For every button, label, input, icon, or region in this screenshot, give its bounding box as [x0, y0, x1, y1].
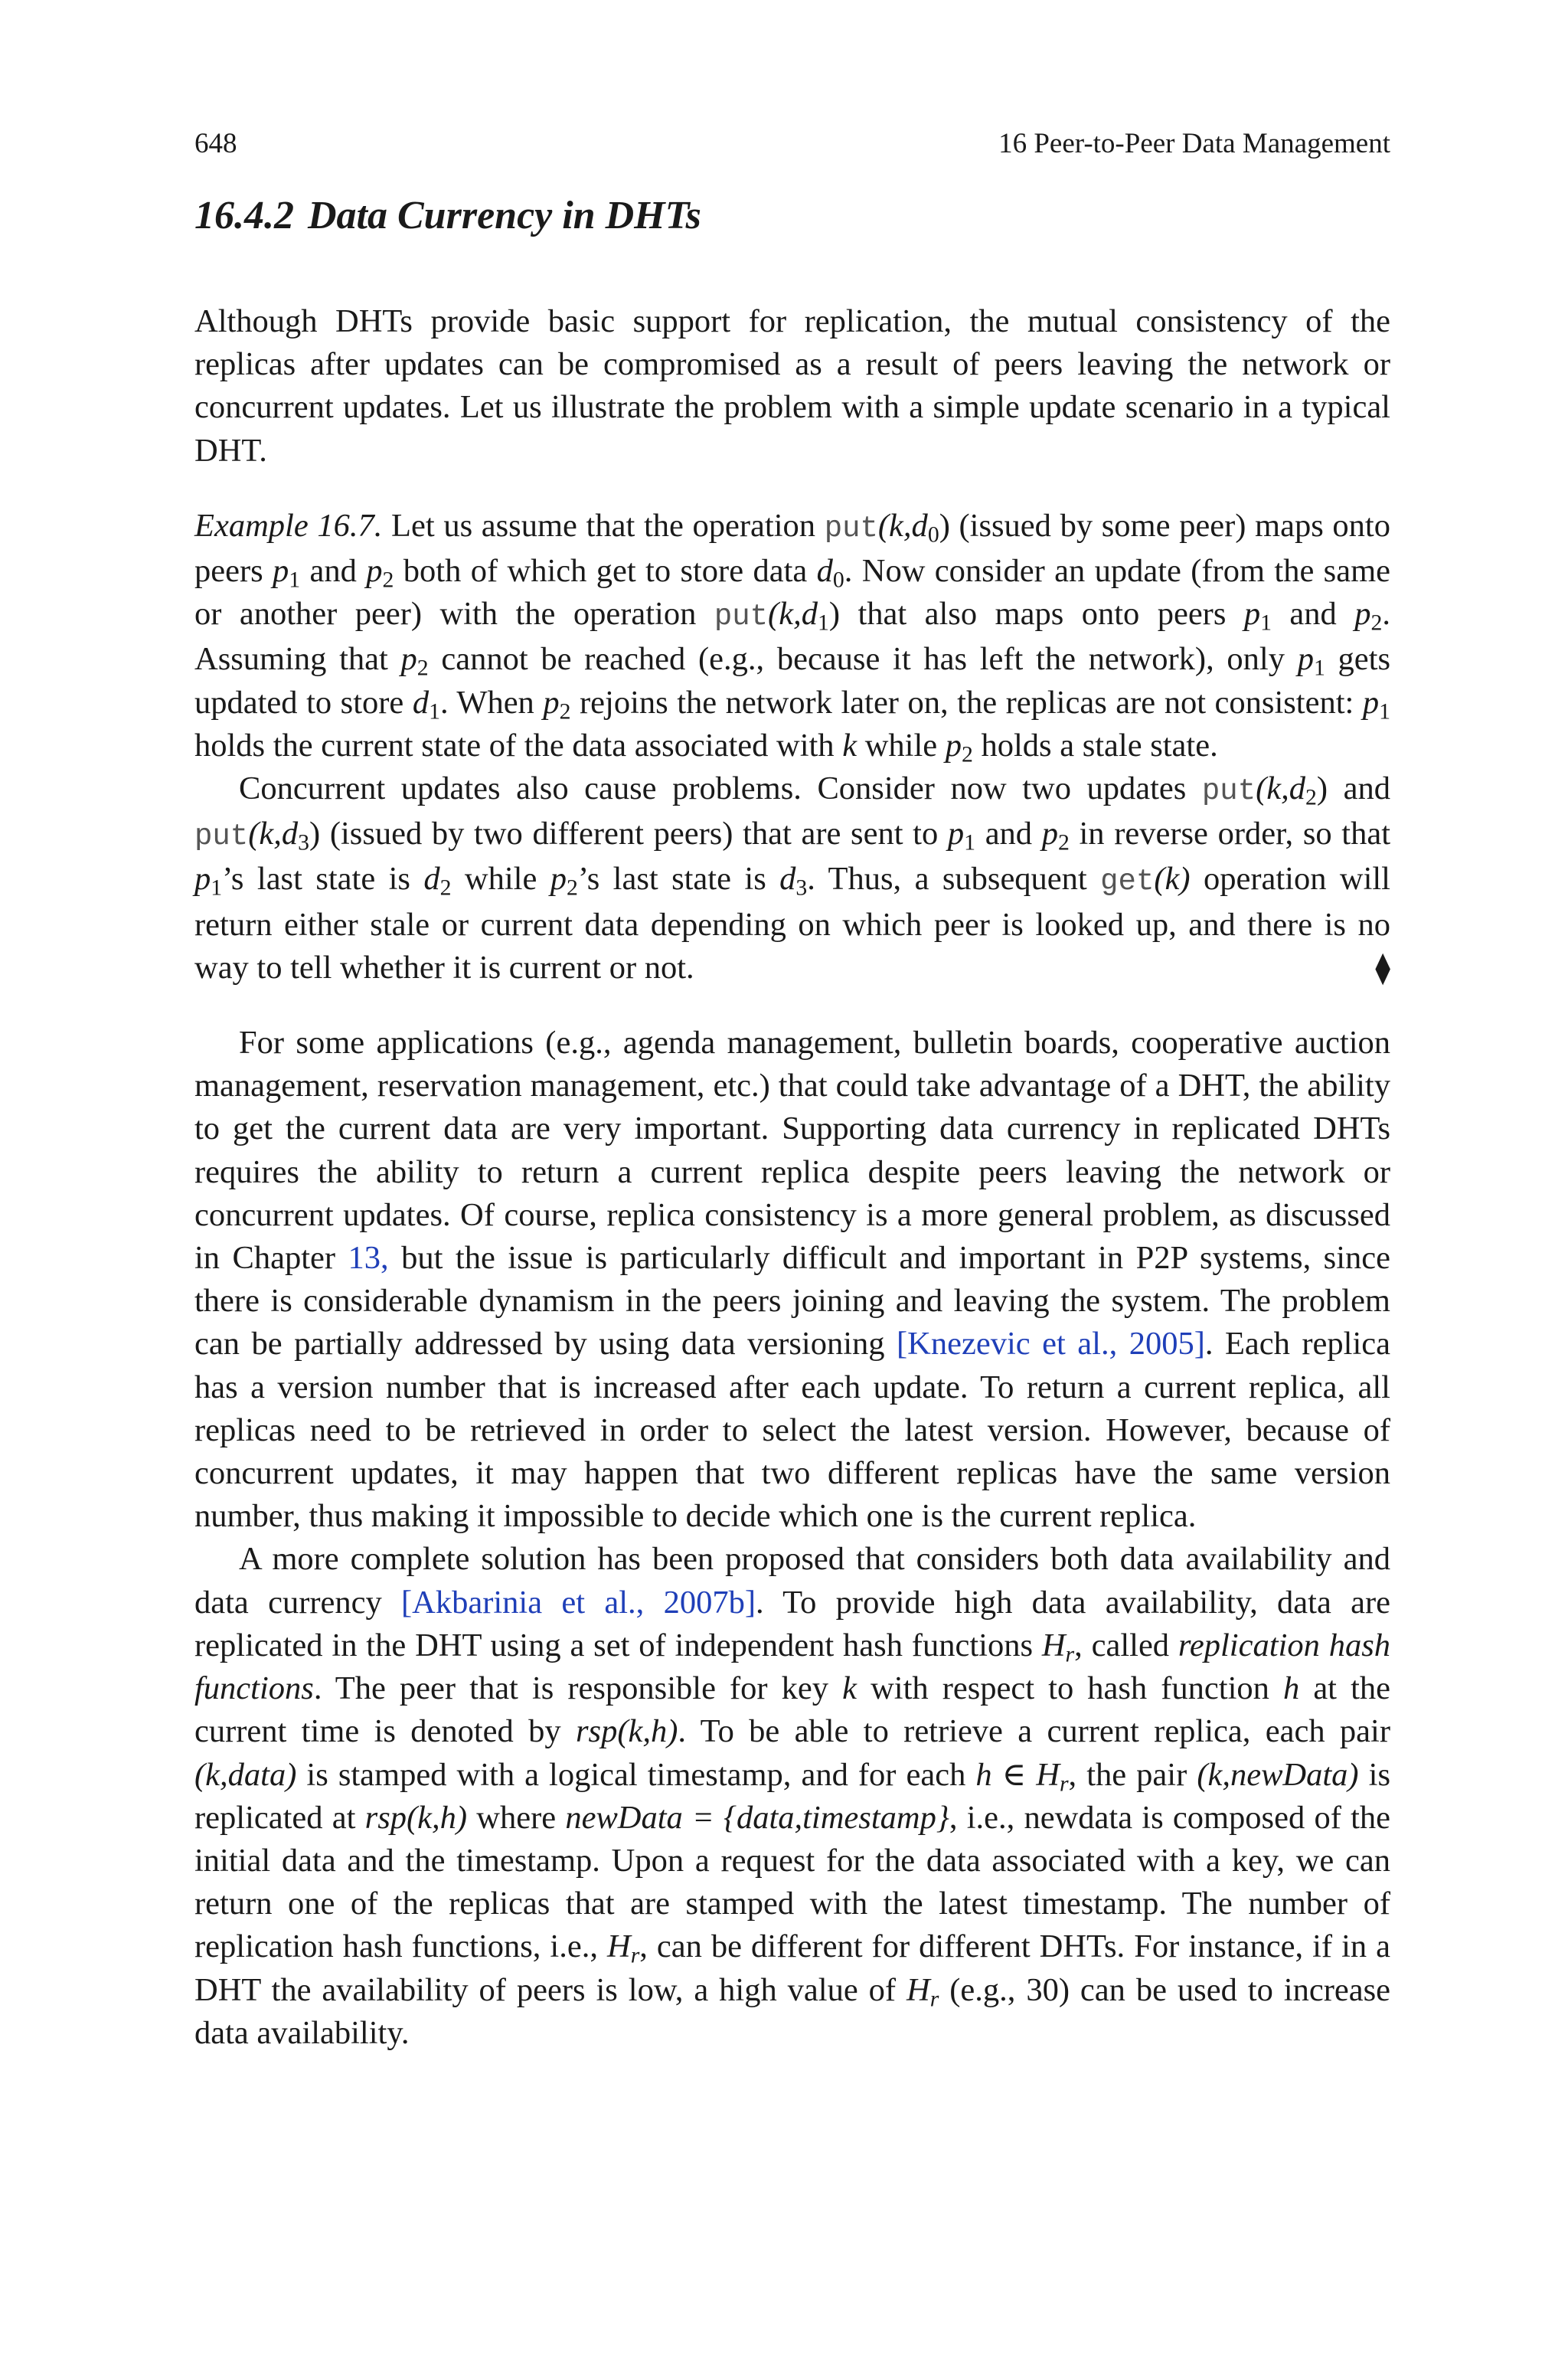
example-label: Example 16.7. — [194, 507, 383, 544]
chapter-13-link[interactable]: 13, — [348, 1240, 389, 1277]
section-heading — [194, 193, 701, 239]
end-of-example-icon: ⧫ — [1375, 950, 1390, 985]
example-paragraph-2: Concurrent updates also cause problems. Consider now two updates $put(k,d_2)$ and $put(k,d_3)$ (issued by two different peers) that are sent to $p_1$ and $p_2$ in reverse order, so that $p_1’s$ last state is $d_2$ while $p_2’s$ last state is $d_3$. Thus, a subsequent get(k) operation will return either stale or current data depending on which peer is looked up, and there is no way to tell whether it is current or not. ⧫ — [194, 767, 1390, 989]
example-paragraph-1: Example 16.7. Let us assume that the operation $put(k,d_0)$ (issued by some peer) maps onto peers $p_1$ and $p_2$ both of which get to store data $d_0$. Now consider an update (from the same or another peer) with the operation $put(k,d_1)$ that also maps onto peers $p_1$ and $p_2$. Assuming that $p_2$ cannot be reached (e.g., because it has left the network), only $p_1$ gets updated to store $d_1$. When $p_2$ rejoins the network later on, the replicas are not consistent: $p_1$ holds the current state of the data associated with k while $p_2$ holds a stale state. — [194, 507, 1391, 767]
section-title: Data Currency in DHTs — [308, 194, 701, 237]
citation-knezevic-2005[interactable]: [Knezevic et al., 2005] — [897, 1326, 1205, 1362]
section-number: 16.4.2 — [194, 194, 294, 237]
running-header — [194, 129, 1390, 159]
paragraph-data-currency: For some applications (e.g., agenda management, bulletin boards, cooperative auction management, reservation management, etc.) that could take advantage of a DHT, the ability to get the current data are very important. Supporting data currency in replicated DHTs requires the ability to return a current replica despite peers leaving the network or concurrent updates. Of course, replica consistency is a more general problem, as discussed in Chapter 13, but the issue is particularly difficult and important in P2P systems, since there is considerable dynamism in the peers joining and leaving the system. The problem can be partially addressed by using data versioning [Knezevic et al., 2005]. Each replica has a version number that is increased after each update. To return a current replica, all replicas need to be retrieved in order to select the latest version. However, because of concurrent updates, it may happen that two different replicas have the same version number, thus making it impossible to decide which one is the current replica. — [194, 1025, 1391, 1535]
citation-akbarinia-2007b[interactable]: [Akbarinia et al., 2007b] — [401, 1584, 756, 1621]
paragraph-intro: Although DHTs provide basic support for replication, the mutual consistency of the replicas after updates can be compromised as a result of peers leaving the network or concurrent updates. Let us illustrate the problem with a simple update scenario in a typical DHT. — [194, 303, 1390, 469]
running-title: 16 Peer-to-Peer Data Management — [998, 128, 1390, 159]
page-number: 648 — [194, 128, 237, 159]
paragraph-solution: A more complete solution has been proposed that considers both data availability and data currency [Akbarinia et al., 2007b]. To provide high data availability, data are replicated in the DHT using a set of independent hash functions $H_r$, called replication hash functions. The peer that is responsible for key k with respect to hash function h at the current time is denoted by rsp(k,h). To be able to retrieve a current replica, each pair (k,data) is stamped with a logical timestamp, and for each h ∈ $H_r$, the pair (k,newData) is replicated at rsp(k,h) where newData = {data,timestamp}, i.e., newdata is composed of the initial data and the timestamp. Upon a request for the data associated with a key, we can return one of the replicas that are stamped with the latest timestamp. The number of replication hash functions, i.e., $H_r$, can be different for different DHTs. For instance, if in a DHT the availability of peers is low, a high value of $H_r$ (e.g., 30) can be used to increase data availability. — [194, 1541, 1391, 2051]
body-text — [194, 300, 1390, 2055]
